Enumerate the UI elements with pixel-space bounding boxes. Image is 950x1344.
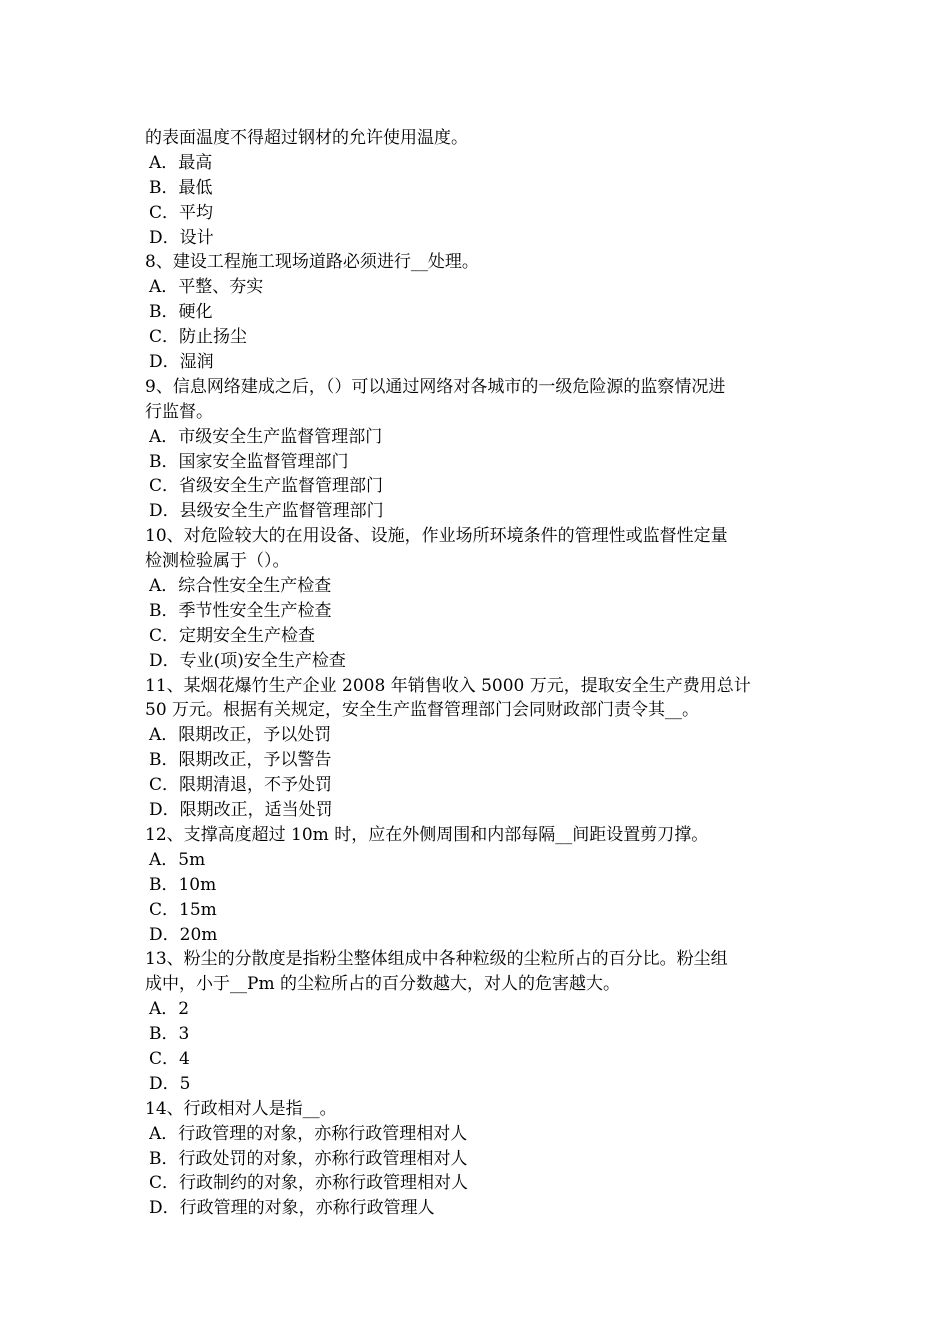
answer-option: C．行政制约的对象，亦称行政管理相对人 [149, 1173, 469, 1194]
answer-option: A．最高 [149, 152, 213, 173]
question-text: 10、对危险较大的在用设备、设施，作业场所环境条件的管理性或监督性定量 [145, 526, 728, 547]
answer-option: B．国家安全监督管理部门 [149, 451, 349, 472]
question-block [145, 1097, 810, 1221]
answer-option: B．最低 [149, 177, 213, 198]
answer-option: D．限期改正，适当处罚 [149, 800, 333, 821]
question-text-continued: 50 万元。根据有关规定，安全生产监督管理部门会同财政部门责令其__。 [145, 700, 700, 721]
question-text: 12、支撑高度超过 10m 时，应在外侧周围和内部每隔__间距设置剪刀撑。 [145, 824, 709, 845]
question-text: 11、某烟花爆竹生产企业 2008 年销售收入 5000 万元，提取安全生产费用总计 [145, 675, 751, 696]
answer-option: C．平均 [149, 202, 214, 223]
answer-option: B．10m [149, 874, 217, 895]
question-text: 14、行政相对人是指__。 [145, 1098, 337, 1119]
question-text-continued: 检测检验属于（）。 [145, 551, 290, 572]
answer-option: B．行政处罚的对象，亦称行政管理相对人 [149, 1148, 468, 1169]
question-text-continued: 行监督。 [145, 401, 213, 422]
answer-option: A．平整、夯实 [149, 277, 264, 298]
answer-option: B．硬化 [149, 302, 213, 323]
answer-option: B．3 [149, 1024, 190, 1045]
answer-option: D．设计 [149, 227, 214, 248]
answer-option: D．5 [149, 1073, 191, 1094]
answer-option: A．综合性安全生产检查 [149, 576, 332, 597]
answer-option: D．行政管理的对象，亦称行政管理人 [149, 1198, 435, 1219]
question-block [145, 674, 810, 823]
answer-option: C．省级安全生产监督管理部门 [149, 476, 384, 497]
answer-option: C．定期安全生产检查 [149, 625, 316, 646]
continuation-text: 的表面温度不得超过钢材的允许使用温度。 [145, 128, 468, 148]
question-block [145, 250, 810, 374]
answer-option: C．限期清退，不予处罚 [149, 775, 333, 796]
answer-option: B．季节性安全生产检查 [149, 600, 332, 621]
question-text: 8、建设工程施工现场道路必须进行__处理。 [145, 252, 479, 273]
answer-option: C．4 [149, 1048, 190, 1069]
question-block [145, 947, 810, 1096]
answer-option: A．5m [149, 849, 206, 870]
question-text-continued: 成中，小于__Pm 的尘粒所占的百分数越大，对人的危害越大。 [145, 974, 620, 995]
answer-option: B．限期改正，予以警告 [149, 750, 332, 771]
question-text: 9、信息网络建成之后，（）可以通过网络对各城市的一级危险源的监察情况进 [145, 376, 726, 397]
answer-option: D．县级安全生产监督管理部门 [149, 501, 384, 522]
answer-option: A．2 [149, 999, 190, 1020]
answer-option: D．20m [149, 924, 218, 945]
answer-option: C．防止扬尘 [149, 327, 248, 348]
answer-option: C．15m [149, 899, 217, 920]
question-block [145, 375, 810, 524]
question-text: 13、粉尘的分散度是指粉尘整体组成中各种粒级的尘粒所占的百分比。粉尘组 [145, 949, 728, 970]
answer-option: A．限期改正，予以处罚 [149, 725, 332, 746]
answer-option: D．专业(项)安全生产检查 [149, 650, 346, 671]
answer-option: A．行政管理的对象，亦称行政管理相对人 [149, 1123, 468, 1144]
question-block [145, 524, 810, 673]
answer-option: D．湿润 [149, 352, 214, 373]
question-block [145, 823, 810, 947]
document-page [145, 126, 810, 1221]
answer-option: A．市级安全生产监督管理部门 [149, 426, 383, 447]
